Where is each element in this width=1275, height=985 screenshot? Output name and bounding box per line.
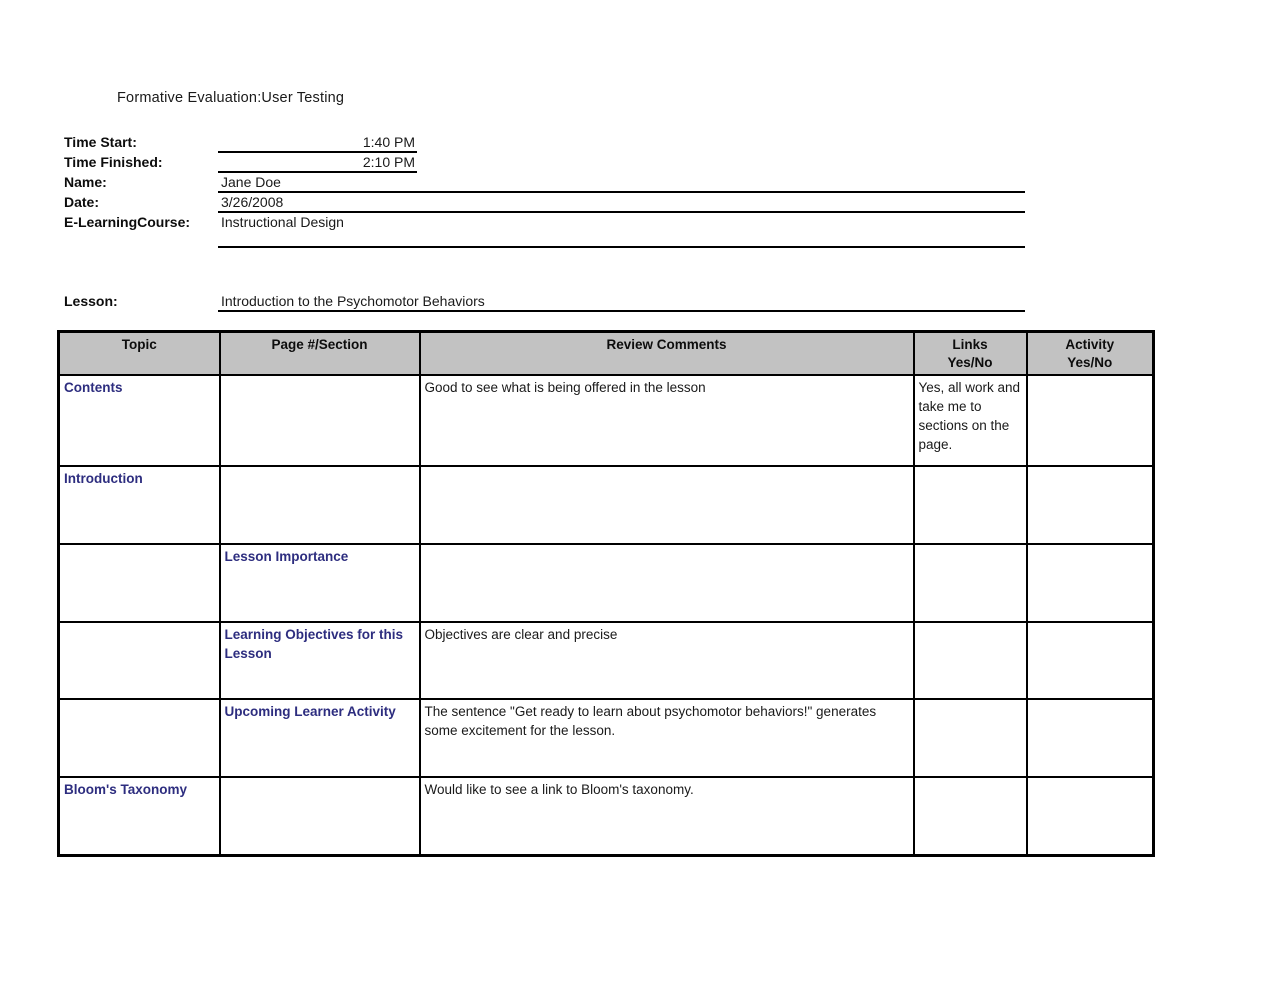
course-label: E-LearningCourse: <box>64 214 191 230</box>
activity-cell <box>1027 777 1154 855</box>
table-row <box>59 544 1154 622</box>
page-section-cell <box>220 777 420 855</box>
review-table <box>57 330 1155 857</box>
time-start-label: Time Start: <box>64 134 137 150</box>
field-row-name <box>0 174 1275 194</box>
review-comments-cell <box>420 466 914 544</box>
header-activity-line1: Activity <box>1065 337 1115 352</box>
links-cell: Yes, all work and take me to sections on the page. <box>914 375 1027 466</box>
time-start-value: 1:40 PM <box>218 134 417 153</box>
page-section-cell: Learning Objectives for this Lesson <box>220 622 420 699</box>
table-row <box>59 699 1154 777</box>
table-header-row <box>59 332 1154 376</box>
field-row-time-start <box>0 134 1275 154</box>
review-comments-cell <box>420 544 914 622</box>
topic-cell <box>59 699 220 777</box>
links-cell <box>914 544 1027 622</box>
course-underline <box>218 246 1025 248</box>
table-row <box>59 466 1154 544</box>
header-links-line2: Yes/No <box>947 355 993 370</box>
topic-cell <box>59 622 220 699</box>
header-links-line1: Links <box>952 337 988 352</box>
header-links <box>914 332 1027 376</box>
field-row-lesson <box>0 293 1275 313</box>
links-cell <box>914 466 1027 544</box>
review-comments-cell: The sentence "Get ready to learn about psychomotor behaviors!" generates some excitement for the lesson. <box>420 699 914 777</box>
course-value: Instructional Design <box>221 214 344 230</box>
date-value: 3/26/2008 <box>218 194 1025 213</box>
table-row <box>59 777 1154 855</box>
activity-cell <box>1027 622 1154 699</box>
page-section-cell <box>220 375 420 466</box>
table-row <box>59 375 1154 466</box>
name-label: Name: <box>64 174 107 190</box>
header-topic: Topic <box>59 332 220 376</box>
links-cell <box>914 699 1027 777</box>
document-title: Formative Evaluation:User Testing <box>117 90 345 106</box>
links-cell <box>914 622 1027 699</box>
name-value: Jane Doe <box>218 174 1025 193</box>
topic-cell: Introduction <box>59 466 220 544</box>
page-section-cell: Upcoming Learner Activity <box>220 699 420 777</box>
page-section-cell: Lesson Importance <box>220 544 420 622</box>
lesson-value: Introduction to the Psychomotor Behaviors <box>218 293 1025 312</box>
activity-cell <box>1027 466 1154 544</box>
topic-cell: Contents <box>59 375 220 466</box>
date-label: Date: <box>64 194 100 210</box>
topic-cell <box>59 544 220 622</box>
table-row <box>59 622 1154 699</box>
review-comments-cell: Objectives are clear and precise <box>420 622 914 699</box>
header-page-section: Page #/Section <box>220 332 420 376</box>
activity-cell <box>1027 375 1154 466</box>
field-row-time-finished <box>0 154 1275 174</box>
field-row-date <box>0 194 1275 214</box>
review-comments-cell: Would like to see a link to Bloom's taxonomy. <box>420 777 914 855</box>
lesson-label: Lesson: <box>64 293 118 309</box>
topic-cell: Bloom's Taxonomy <box>59 777 220 855</box>
time-finished-value: 2:10 PM <box>218 154 417 173</box>
header-activity <box>1027 332 1154 376</box>
header-review-comments: Review Comments <box>420 332 914 376</box>
links-cell <box>914 777 1027 855</box>
field-row-course <box>0 214 1275 234</box>
page-section-cell <box>220 466 420 544</box>
review-comments-cell: Good to see what is being offered in the lesson <box>420 375 914 466</box>
header-activity-line2: Yes/No <box>1067 355 1113 370</box>
activity-cell <box>1027 699 1154 777</box>
time-finished-label: Time Finished: <box>64 154 163 170</box>
activity-cell <box>1027 544 1154 622</box>
